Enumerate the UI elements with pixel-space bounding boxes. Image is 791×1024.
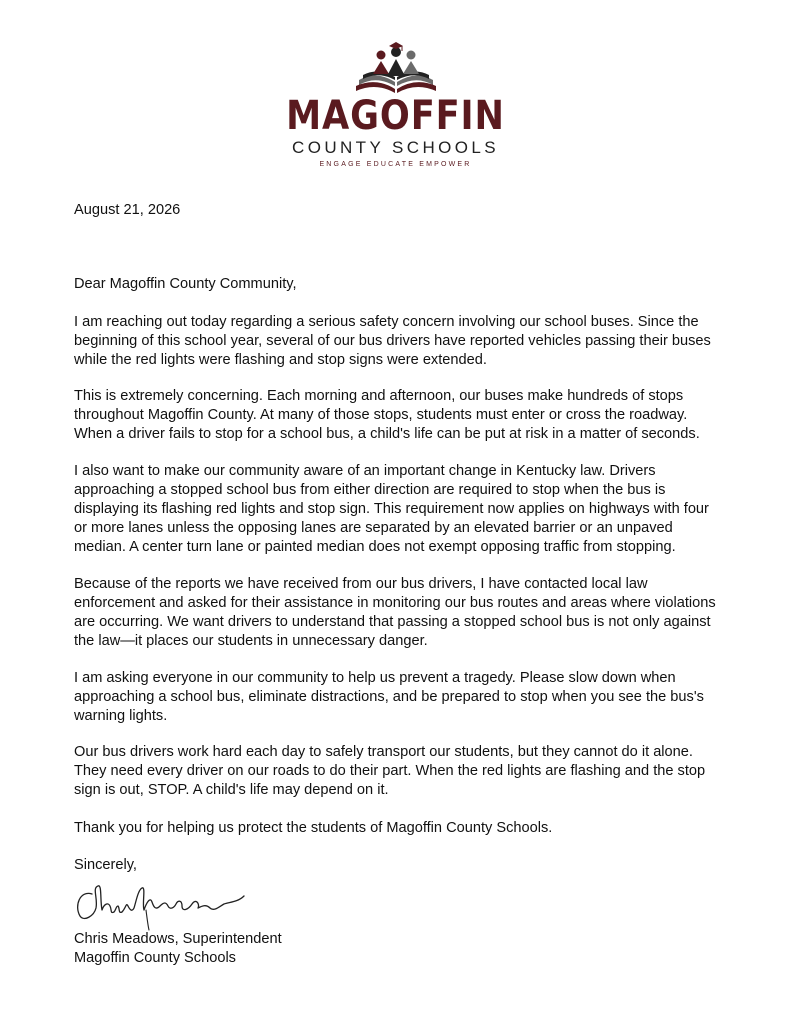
letterhead xyxy=(0,40,791,169)
body-paragraph: This is extremely concerning. Each morning and afternoon, our buses make hundreds of stops throughout Magoffin County. At many of those stops, students must enter or cross the roadway. When a driver fails to stop for a school bus, a child's life can be put at risk in a matter of seconds. xyxy=(74,388,700,442)
body-paragraph: I am reaching out today regarding a serious safety concern involving our school buses. Since the beginning of this school year, several of our bus drivers have reported vehicles passing their buses while the red lights were flashing and stop signs were extended. xyxy=(74,314,711,368)
signer-organization: Magoffin County Schools xyxy=(74,950,236,966)
body-paragraph: Our bus drivers work hard each day to safely transport our students, but they cannot do it alone. They need every driver on our roads to do their part. When the red lights are flashing and the stop sign is out, STOP. A child's life may depend on it. xyxy=(74,744,706,798)
book-with-graduates-icon xyxy=(351,40,441,98)
signature-icon xyxy=(72,876,252,932)
org-tagline: ENGAGE EDUCATE EMPOWER xyxy=(319,161,472,168)
org-name: MAGOFFIN xyxy=(286,93,505,139)
signer-name: Chris Meadows, Superintendent xyxy=(74,931,282,947)
body-paragraph: Because of the reports we have received from our bus drivers, I have contacted local law enforcement and asked for their assistance in monitoring our bus routes and areas where violations are occurring. We want drivers to understand that passing a stopped school bus is not only against the law—it places our students in unnecessary danger. xyxy=(74,576,716,649)
body-paragraph: I also want to make our community aware of an important change in Kentucky law. Drivers approaching a stopped school bus from either direction are required to stop when the bus is displaying its flashing red lights and stop sign. This requirement now applies on highways with four or more lanes unless the opposing lanes are separated by an elevated barrier or an unpaved median. A center turn lane or painted median does not exempt opposing traffic from stopping. xyxy=(74,463,709,555)
closing: Sincerely, xyxy=(74,857,137,873)
org-subtitle: COUNTY SCHOOLS xyxy=(292,138,499,157)
letter-date: August 21, 2026 xyxy=(74,202,181,218)
body-paragraph: I am asking everyone in our community to help us prevent a tragedy. Please slow down when approaching a school bus, eliminate distractions, and be prepared to stop when you see the bus's warning lights. xyxy=(74,670,704,724)
salutation: Dear Magoffin County Community, xyxy=(74,276,297,292)
body-paragraph: Thank you for helping us protect the students of Magoffin County Schools. xyxy=(74,820,553,836)
